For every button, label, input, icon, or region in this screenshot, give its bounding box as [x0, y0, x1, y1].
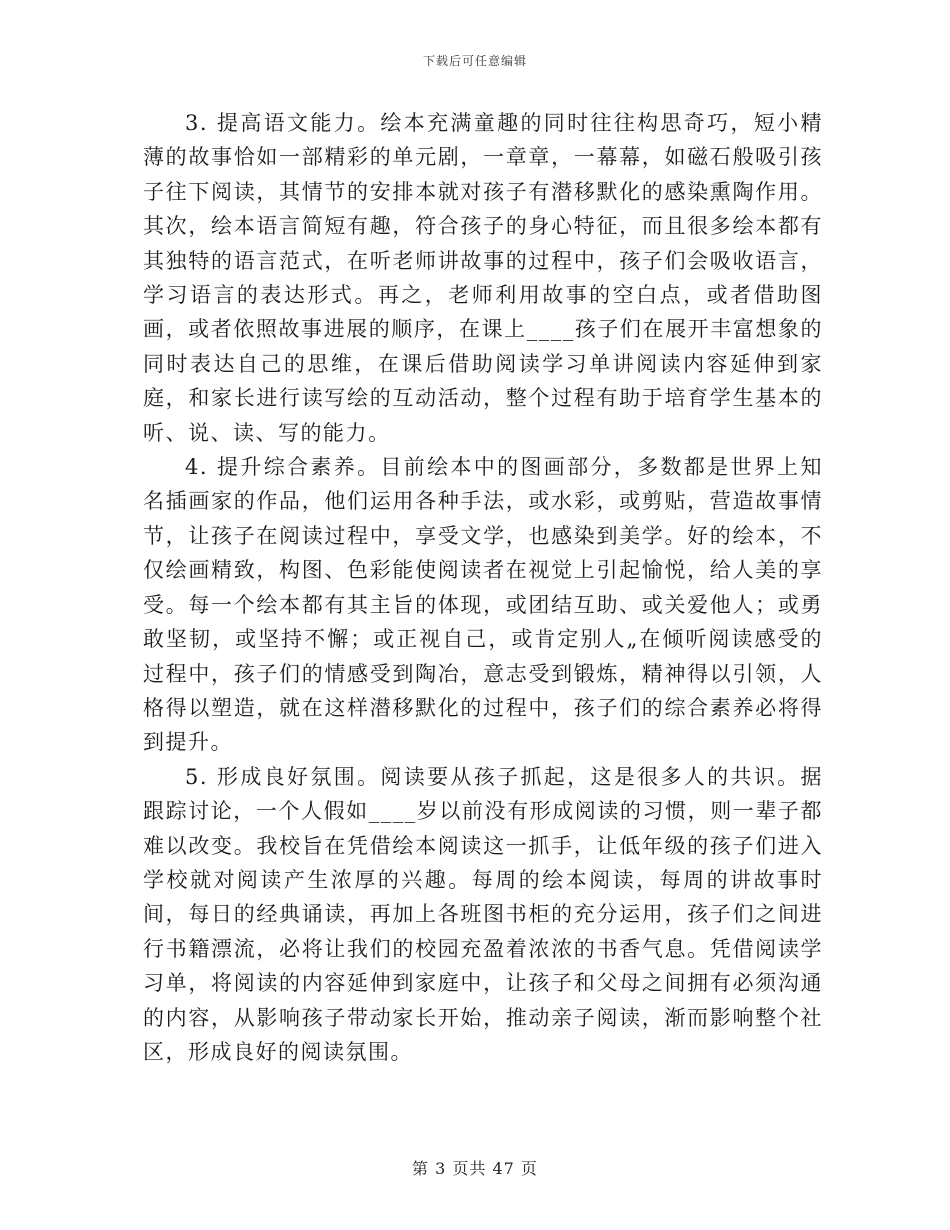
paragraph-improve-comprehensive-literacy: 4. 提升综合素养。目前绘本中的图画部分，多数都是世界上知名插画家的作品，他们运用各种手法，或水彩，或剪贴，营造故事情节，让孩子在阅读过程中，享受文学，也感染到美学。好的绘本，不仅绘画精致，构图、色彩能使阅读者在视觉上引起愉悦，给人美的享受。每一个绘本都有其主旨的体现，或团结互助、或关爱他人；或勇敢坚韧，或坚持不懈；或正视自己，或肯定别人„在倾听阅读感受的过程中，孩子们的情感受到陶冶，意志受到锻炼，精神得以引领，人格得以塑造，就在这样潜移默化的过程中，孩子们的综合素养必将得到提升。	[143, 455, 823, 755]
paragraph-improve-language-ability: 3. 提高语文能力。绘本充满童趣的同时往往构思奇巧，短小精薄的故事恰如一部精彩的单元剧，一章章，一幕幕，如磁石般吸引孩子往下阅读，其情节的安排本就对孩子有潜移默化的感染熏陶作用。其次，绘本语言简短有趣，符合孩子的身心特征，而且很多绘本都有其独特的语言范式，在听老师讲故事的过程中，孩子们会吸收语言，学习语言的表达形式。再之，老师利用故事的空白点，或者借助图画，或者依照故事进展的顺序，在课上____孩子们在展开丰富想象的同时表达自己的思维，在课后借助阅读学习单讲阅读内容延伸到家庭，和家长进行读写绘的互动活动，整个过程有助于培育学生基本的听、说、读、写的能力。	[143, 111, 823, 445]
page-number-footer: 第 3 页共 47 页	[412, 1159, 538, 1178]
paragraph-reading-atmosphere: 5. 形成良好氛围。阅读要从孩子抓起，这是很多人的共识。据跟踪讨论，一个人假如____岁以前没有形成阅读的习惯，则一辈子都难以改变。我校旨在凭借绘本阅读这一抓手，让低年级的孩子们进入学校就对阅读产生浓厚的兴趣。每周的绘本阅读，每周的讲故事时间，每日的经典诵读，再加上各班图书柜的充分运用，孩子们之间进行书籍漂流，必将让我们的校园充盈着浓浓的书香气息。凭借阅读学习单，将阅读的内容延伸到家庭中，让孩子和父母之间拥有必须沟通的内容，从影响孩子带动家长开始，推动亲子阅读，渐而影响整个社区，形成良好的阅读氛围。	[143, 764, 823, 1064]
document-body	[143, 106, 823, 1069]
page-header: 下载后可任意编辑	[422, 54, 527, 68]
